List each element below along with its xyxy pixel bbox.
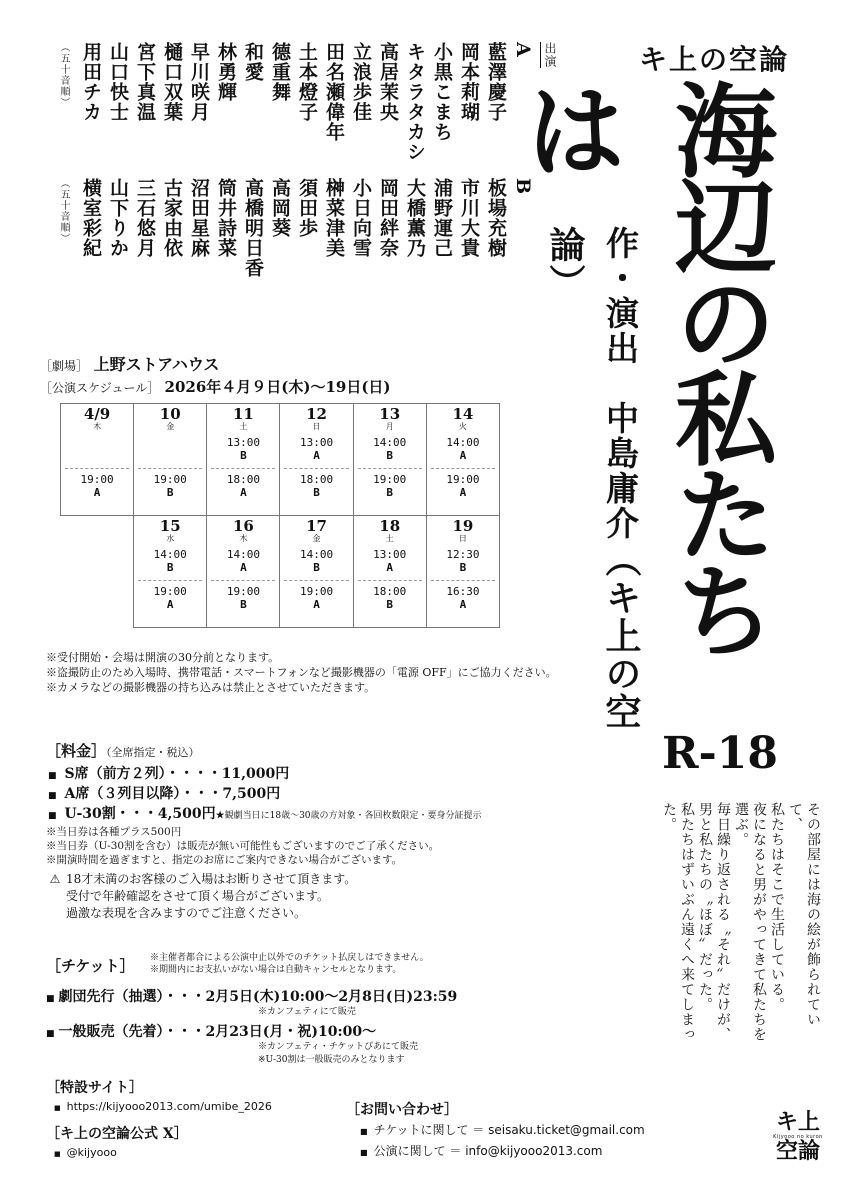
general-sale-row	[46, 1021, 376, 1041]
schedule-cell	[353, 516, 426, 628]
slot-cast: A	[313, 449, 320, 462]
cast-member: 土本燈子	[296, 42, 318, 122]
cast-member: 大橋薫乃	[404, 178, 426, 258]
cast-b-head: B	[512, 178, 534, 195]
price-name: A席（３列目以降）・・・	[64, 786, 223, 802]
slot-time: 14:00	[446, 436, 480, 449]
cast-member: 早川咲月	[188, 42, 210, 122]
admission-note: ※受付開始・会場は開演の30分前となります。	[46, 651, 280, 664]
slot-cast: B	[166, 561, 174, 574]
general-sale-name: 一般販売（先着）・・・	[58, 1024, 206, 1040]
schedule-slot-2	[207, 473, 279, 499]
slot-divider	[138, 468, 202, 469]
slot-divider	[138, 580, 202, 581]
slot-cast: A	[459, 486, 467, 499]
schedule-slot-2	[280, 473, 352, 499]
schedule-weekday: 日	[458, 534, 467, 543]
schedule-cell	[207, 404, 280, 516]
schedule-weekday: 木	[93, 422, 102, 431]
synopsis-line: 毎日繰り返される〝それ〟だけが、	[715, 802, 731, 1042]
cast-member: 宮下真温	[134, 42, 156, 122]
cast-member: 筒井詩菜	[215, 178, 237, 258]
slot-time: 14:00	[153, 548, 187, 561]
slot-divider	[284, 468, 348, 469]
schedule-period: 2026年４月９日(木)～19日(日)	[164, 378, 391, 396]
cast-member: 藍澤慶子	[485, 42, 507, 122]
slot-cast: A	[93, 486, 101, 499]
slot-divider	[358, 580, 422, 581]
schedule-slot-2	[354, 473, 426, 499]
slot-divider	[211, 468, 275, 469]
cast-member: 岡田絆奈	[377, 178, 399, 258]
schedule-day: 16	[232, 517, 254, 535]
slot-time: 19:00	[226, 585, 260, 598]
schedule-weekday: 火	[458, 422, 467, 431]
cast-member: 三石悠月	[134, 178, 156, 258]
cast-member: 山口快士	[107, 42, 129, 122]
schedule-weekday: 金	[312, 534, 321, 543]
bullet-icon: ■	[360, 1148, 368, 1157]
slot-time: 19:00	[153, 585, 187, 598]
bullet-icon: ■	[360, 1127, 368, 1136]
ticket-note-1: ※主催者都合による公演中止以外でのチケット払戻しはできません。	[150, 953, 429, 963]
slot-divider	[431, 468, 495, 469]
schedule-weekday: 木	[239, 534, 248, 543]
slot-divider	[431, 580, 495, 581]
slot-cast: A	[166, 598, 174, 611]
cast-a-head: A	[512, 42, 534, 57]
x-account-link[interactable]: @kijyooo	[66, 1146, 117, 1159]
price-label: ［料金］	[46, 742, 107, 760]
schedule-day: 17	[306, 517, 327, 535]
slot-cast: A	[313, 598, 320, 611]
schedule-slot-1	[427, 548, 499, 578]
cast-member: 林勇輝	[215, 42, 237, 102]
slot-cast: B	[386, 486, 394, 499]
author-role: 作・演出	[601, 226, 640, 366]
schedule-day: 18	[379, 517, 401, 535]
schedule-slot-1	[427, 436, 499, 466]
cast-label: 出演	[540, 42, 557, 68]
cast-member: 榊菜津美	[323, 178, 345, 258]
bullet-icon: ■	[54, 1150, 61, 1158]
age-notice	[48, 871, 356, 922]
bullet-icon: ■	[46, 1029, 55, 1039]
slot-divider	[358, 468, 422, 469]
schedule-day: 15	[159, 517, 181, 535]
cast-member: 和愛	[242, 42, 264, 82]
general-sale-period: 2月23日(月・祝)10:00～	[205, 1024, 377, 1040]
ticket-note-2: ※期間内にお支払いがない場合は自動キャンセルとなります。	[150, 965, 402, 975]
site-url-link[interactable]: https://kijyooo2013.com/umibe_2026	[66, 1100, 272, 1113]
slot-cast: A	[459, 449, 467, 462]
slot-cast: B	[313, 561, 320, 574]
price-note: ★観劇当日に18歳～30歳の方対象・各回枚数限定・要身分証提示	[215, 811, 482, 821]
presale-sub: ※カンフェティにて販売	[258, 1007, 356, 1017]
slot-time: 16:30	[446, 585, 480, 598]
ticket-header-notes	[150, 952, 429, 976]
schedule-cell	[61, 404, 134, 516]
schedule-day: 13	[379, 405, 401, 423]
bullet-icon: ■	[48, 811, 57, 821]
synopsis-line: 男と私たちの〝ほぼ〟だった。	[697, 802, 713, 1012]
age-note-line	[48, 905, 356, 922]
schedule-weekday: 金	[166, 422, 175, 431]
cast-member: 高居茉央	[377, 42, 399, 122]
price-name: U-30割・・・	[64, 806, 158, 822]
ticket-header: ［チケット］	[46, 957, 135, 975]
author-company: （キ上の空論）	[544, 226, 641, 731]
slot-cast: B	[240, 449, 247, 462]
price-label-note: （全席指定・税込）	[106, 746, 200, 759]
contact-ticket-row	[360, 1121, 645, 1138]
price-amount: 11,000円	[221, 766, 290, 782]
schedule-slot-1	[207, 548, 279, 578]
schedule-cell	[426, 404, 499, 516]
cast-member: 高橋明日香	[242, 178, 264, 278]
warning-icon: ⚠	[49, 872, 61, 886]
slot-divider	[211, 580, 275, 581]
schedule-slot-2	[207, 585, 279, 611]
site-header: ［特設サイト］	[46, 1080, 144, 1096]
schedule-cell	[426, 516, 499, 628]
price-header	[46, 740, 200, 761]
price-amount: 7,500円	[222, 786, 281, 802]
author-credit	[544, 226, 648, 786]
cast-member: 田名瀬偉年	[323, 42, 345, 142]
admission-notes	[46, 650, 557, 695]
price-row	[48, 783, 280, 803]
slot-time: 19:00	[80, 473, 114, 486]
slot-cast: A	[240, 486, 247, 499]
price-note-line: ※当日券（U-30割を含む）は販売が無い可能性もございますのでご了承ください。	[46, 840, 440, 852]
bullet-icon: ■	[46, 994, 55, 1004]
contact-header: ［お問い合わせ］	[346, 1102, 458, 1118]
slot-time: 13:00	[373, 548, 407, 561]
cast-member: 沼田星麻	[188, 178, 210, 258]
bullet-icon: ■	[48, 791, 57, 801]
cast-member: 用田チカ	[80, 42, 102, 122]
schedule-slot-2	[427, 473, 499, 499]
cast-member: 小黒こまち	[431, 42, 453, 142]
schedule-cell	[207, 516, 280, 628]
contact-general-row	[360, 1142, 602, 1159]
schedule-weekday: 日	[312, 422, 321, 431]
presale-name: 劇団先行（抽選）・・・	[58, 989, 206, 1005]
schedule-slot-1	[354, 548, 426, 578]
slot-time: 18:00	[299, 473, 334, 486]
slot-time: 14:00	[226, 548, 260, 561]
age-note-line	[48, 871, 356, 888]
bullet-icon: ■	[48, 771, 57, 781]
slot-cast: B	[240, 598, 247, 611]
bullet-icon: ■	[54, 1104, 61, 1112]
cast-member: 山下りか	[107, 178, 129, 258]
slot-divider	[284, 580, 348, 581]
schedule-slot-2	[134, 585, 206, 611]
slot-cast: B	[313, 486, 320, 499]
schedule-slot-1	[134, 436, 206, 466]
schedule-slot-1	[207, 436, 279, 466]
schedule-day: 11	[232, 405, 254, 423]
presale-period: 2月5日(木)10:00～2月8日(日)23:59	[205, 989, 458, 1005]
schedule-cell	[280, 516, 353, 628]
slot-time: 19:00	[299, 585, 334, 598]
slot-time: 19:00	[153, 473, 187, 486]
price-note-line: ※当日券は各種プラス500円	[46, 826, 182, 838]
slot-time: 18:00	[226, 473, 260, 486]
price-row	[48, 763, 289, 783]
schedule-slot-1	[354, 436, 426, 466]
schedule-day: 14	[452, 405, 474, 423]
slot-cast: A	[459, 598, 467, 611]
cast-kana-note: （五十音順）	[58, 178, 69, 244]
schedule-slot-1	[134, 548, 206, 578]
general-sale-sub-2: ※U-30割は一般販売のみとなります	[258, 1055, 405, 1065]
admission-note: ※カメラなどの撮影機器の持ち込みは禁止とさせていただきます。	[46, 681, 376, 694]
schedule-weekday: 土	[239, 422, 248, 431]
logo-line-1: キ上	[775, 1110, 820, 1135]
synopsis-line: 私たちはそこで生活している。	[769, 802, 785, 1012]
slot-cast: B	[459, 561, 467, 574]
cast-member: 須田歩	[296, 178, 318, 238]
slot-time: 18:00	[373, 585, 407, 598]
schedule-weekday: 水	[166, 534, 175, 543]
cast-b-list	[50, 178, 536, 338]
schedule-day: 19	[452, 517, 474, 535]
schedule-weekday: 月	[385, 422, 394, 431]
schedule-slot-2	[61, 473, 133, 499]
schedule-cell	[280, 404, 353, 516]
cast-member: 岡本莉瑚	[458, 42, 480, 122]
presale-row	[46, 986, 457, 1006]
logo-line-2: 空論	[775, 1139, 820, 1164]
synopsis-line: 夜になると男がやってきて私たちを選ぶ。	[733, 802, 767, 1042]
cast-member: 板場充樹	[485, 178, 507, 258]
slot-time: 14:00	[299, 548, 334, 561]
synopsis	[660, 802, 822, 1042]
schedule-slot-1	[280, 436, 352, 466]
venue-name: 上野ストアハウス	[93, 355, 220, 374]
x-account-header: ［キ上の空論公式 X］	[46, 1126, 188, 1142]
cast-member: 小日向雪	[350, 178, 372, 258]
slot-cast: A	[240, 561, 247, 574]
cast-member: 古家由依	[161, 178, 183, 258]
age-note-text: 過激な表現を含みますのでご注意ください。	[66, 906, 307, 920]
slot-time: 14:00	[373, 436, 407, 449]
slot-time: 13:00	[299, 436, 334, 449]
venue-label: ［劇場］	[40, 359, 89, 373]
rating-label: R-18	[661, 728, 779, 779]
logo-romaji: Kijyooo no kuron	[773, 1134, 823, 1140]
age-note-line	[48, 888, 356, 905]
cast-member: 浦野運己	[431, 178, 453, 258]
schedule-label: ［公演スケジュール］	[40, 381, 160, 395]
price-notes	[46, 825, 439, 867]
schedule-grid	[60, 403, 500, 628]
schedule-slot-2	[280, 585, 352, 611]
schedule-slot-2	[427, 585, 499, 611]
schedule-slot-2	[354, 585, 426, 611]
cast-member: 横室彩紀	[80, 178, 102, 258]
schedule-weekday: 土	[385, 534, 394, 543]
slot-cast: B	[386, 598, 394, 611]
general-sale-sub-1: ※カンフェティ・チケットぴあにて販売	[258, 1042, 419, 1052]
price-amount: 4,500円	[157, 806, 216, 822]
slot-time: 19:00	[373, 473, 407, 486]
company-name-top: キ上の空論	[638, 43, 789, 76]
cast-member: 德重舞	[269, 42, 291, 102]
price-row	[48, 803, 482, 823]
schedule-day: 4/9	[83, 405, 111, 423]
author-name: 中島庸介	[601, 401, 640, 541]
schedule-slot-2	[134, 473, 206, 499]
cast-member: キタラタカシ	[404, 42, 426, 162]
slot-cast: B	[166, 486, 174, 499]
slot-divider	[65, 468, 129, 469]
x-account-row	[54, 1146, 117, 1159]
main-title: 海辺の私たちは	[508, 78, 777, 654]
company-logo	[768, 1112, 828, 1163]
slot-time: 12:30	[446, 548, 480, 561]
schedule-cell	[353, 404, 426, 516]
schedule-header	[40, 376, 391, 397]
grid-blank-cell	[61, 516, 134, 628]
venue	[40, 352, 219, 375]
schedule-day: 10	[159, 405, 181, 423]
synopsis-line: その部屋には海の絵が飾られていて、	[787, 802, 821, 1027]
contact-general[interactable]: 公演に関して ＝ info@kijyooo2013.com	[373, 1144, 603, 1158]
slot-time: 19:00	[446, 473, 480, 486]
slot-cast: A	[386, 561, 394, 574]
schedule-cell	[134, 516, 207, 628]
cast-member: 立浪歩佳	[350, 42, 372, 122]
schedule-slot-1	[61, 436, 133, 466]
price-note-line: ※開演時間を過ぎますと、指定のお席にご案内できない場合がございます。	[46, 854, 403, 866]
site-url-row	[54, 1100, 272, 1113]
age-note-text: 受付で年齢確認をさせて頂く場合がございます。	[66, 889, 330, 903]
cast-member: 樋口双葉	[161, 42, 183, 122]
price-name: S席（前方２列）・・・・	[64, 766, 222, 782]
cast-member: 高岡葵	[269, 178, 291, 238]
admission-note: ※盗撮防止のため入場時、携帯電話・スマートフォンなど撮影機器の「電源 OFF」にご協力ください。	[46, 666, 557, 679]
schedule-slot-1	[280, 548, 352, 578]
slot-cast: B	[386, 449, 394, 462]
cast-member: 市川大貴	[458, 178, 480, 258]
contact-ticket[interactable]: チケットに関して ＝ seisaku.ticket@gmail.com	[373, 1123, 645, 1137]
slot-time: 13:00	[226, 436, 260, 449]
cast-kana-note: （五十音順）	[58, 42, 69, 108]
age-note-text: 18才未満のお客様のご入場はお断りさせて頂きます。	[66, 872, 357, 886]
schedule-cell	[134, 404, 207, 516]
schedule-day: 12	[306, 405, 327, 423]
synopsis-line: 私たちはずいぶん遠くへ来てしまった。	[661, 802, 695, 1042]
